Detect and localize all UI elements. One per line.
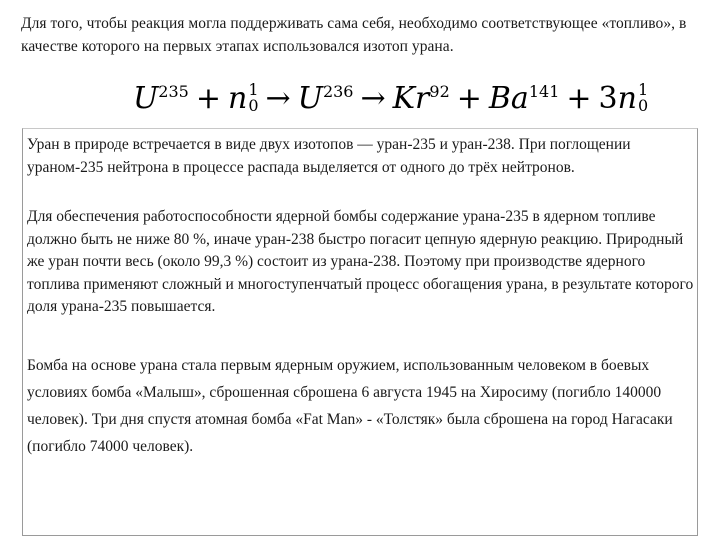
equation-line [133, 70, 648, 121]
uranium-symbol: U [133, 81, 159, 116]
krypton-mass-number: 92 [429, 82, 450, 101]
bomb-history-paragraph: Бомба на основе урана стала первым ядерным оружием, использованным человеком в боевых условиях бомба «Малыш», сброшенная сброшена 6 августа 1945 на Хиросиму (погибло 140000 человек). Три дня спустя атомная бомба «Fat Man» - «Толстяк» была сброшена на город Нагасаки (погибло 74000 человек). [27, 357, 673, 455]
barium-term [489, 81, 559, 116]
uranium-236-term [298, 81, 354, 116]
plus-sign-3: + [566, 81, 592, 116]
reaction-arrow-2: → [360, 81, 386, 116]
plus-sign: + [195, 81, 221, 116]
uranium-235-term [133, 81, 189, 116]
nuclear-reaction-equation [133, 68, 649, 118]
plus-sign-2: + [456, 81, 482, 116]
reaction-arrow: → [265, 81, 291, 116]
enrichment-paragraph: Для обеспечения работоспособности ядерной бомбы содержание урана-235 в ядерном топливе должно быть не ниже 80 %, иначе уран-238 быстро погасит цепную ядерную реакцию. Природный же уран почти весь (около 99,3 %) состоит из урана-238. Поэтому при производстве ядерного топлива применяют сложный и многоступенчатый процесс обогащения урана, в результате которого доля урана-235 повышается. [27, 208, 694, 315]
intro-paragraph: Для того, чтобы реакция могла поддерживать сама себя, необходимо соответствующее «топливо», в качестве которого на первых этапах использовался изотоп урана. [21, 15, 687, 55]
uranium-236-symbol: U [297, 81, 323, 116]
isotopes-paragraph: Уран в природе встречается в виде двух изотопов — уран-235 и уран-238. При поглощении ураном-235 нейтрона в процессе распада выделяется от одного до трёх нейтронов. [27, 136, 631, 176]
uranium-mass-number: 235 [158, 82, 189, 101]
neutron-term [228, 81, 259, 116]
neutrons-charge-number: 0 [637, 96, 649, 115]
text-frame [22, 128, 698, 536]
neutron-coefficient: 3 [598, 81, 618, 116]
neutron-mass-number: 1 [248, 80, 259, 99]
uranium-236-mass-number: 236 [322, 82, 354, 101]
neutrons-term [599, 81, 649, 116]
barium-mass-number: 141 [528, 82, 560, 101]
neutron-symbol: n [227, 81, 248, 116]
krypton-term [393, 81, 450, 116]
barium-symbol: Ba [488, 81, 529, 116]
neutrons-symbol: n [617, 81, 637, 116]
krypton-symbol: Kr [392, 81, 430, 116]
neutron-charge-number: 0 [248, 96, 259, 115]
neutrons-mass-number: 1 [637, 80, 649, 99]
